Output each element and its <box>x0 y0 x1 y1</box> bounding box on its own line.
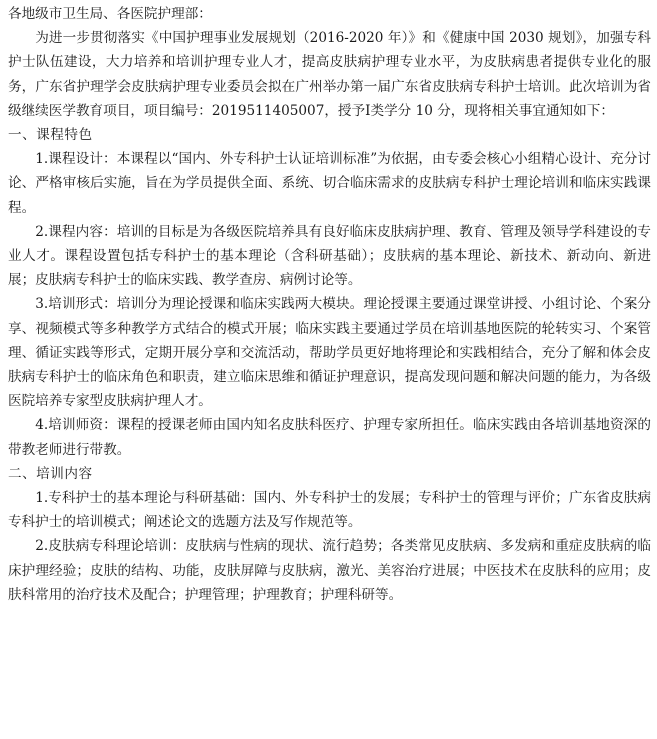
dermatology-theory-paragraph: 2.皮肤病专科理论培训：皮肤病与性病的现状、流行趋势；各类常见皮肤病、多发病和重症皮肤病的临床护理经验；皮肤的结构、功能，皮肤屏障与皮肤病，激光、美容治疗进展；中医技术在皮肤科的应用；皮肤科常用的治疗技术及配合；护理管理；护理教育；护理科研等。 <box>8 538 651 603</box>
basic-theory-paragraph: 1.专科护士的基本理论与科研基础：国内、外专科护士的发展；专科护士的管理与评价；广东省皮肤病专科护士的培训模式；阐述论文的选题方法及写作规范等。 <box>8 490 651 531</box>
intro-paragraph: 为进一步贯彻落实《中国护理事业发展规划（2016-2020 年）》和《健康中国 2030 规划》，加强专科护士队伍建设，大力培养和培训护理专业人才，提高皮肤病护理专业水平，为皮肤病患者提供专业化的服务，广东省护理学会皮肤病护理专业委员会拟在广州举办第一届广东省皮肤病专科护士培训。此次培训为省级继续医学教育项目，项目编号：2019511405007，授予Ⅰ类学分 10 分，现将相关事宜通知如下： <box>8 30 651 119</box>
course-design-paragraph: 1.课程设计：本课程以“国内、外专科护士认证培训标准”为依据，由专委会核心小组精心设计、充分讨论、严格审核后实施，旨在为学员提供全面、系统、切合临床需求的皮肤病专科护士理论培训和临床实践课程。 <box>8 151 651 216</box>
greeting: 各地级市卫生局、各医院护理部： <box>8 6 212 22</box>
section-heading-training-content: 二、培训内容 <box>8 465 93 482</box>
faculty-paragraph: 4.培训师资：课程的授课老师由国内知名皮肤科医疗、护理专家所担任。临床实践由各培训基地资深的带教老师进行带教。 <box>8 417 651 458</box>
course-content-paragraph: 2.课程内容：培训的目标是为各级医院培养具有良好临床皮肤病护理、教育、管理及领导学科建设的专业人才。课程设置包括专科护士的基本理论（含科研基础）；皮肤病的基本理论、新技术、新动向、新进展；皮肤病专科护士的临床实践、教学查房、病例讨论等。 <box>8 223 651 289</box>
training-format-paragraph: 3.培训形式：培训分为理论授课和临床实践两大模块。理论授课主要通过课堂讲授、小组讨论、个案分享、视频模式等多种教学方式结合的模式开展；临床实践主要通过学员在培训基地医院的轮转实习、个案管理、循证实践等形式，定期开展分享和交流活动，帮助学员更好地将理论和实践相结合，充分了解和体会皮肤病专科护士的临床角色和职责，建立临床思维和循证护理意识，提高发现问题和解决问题的能力，为各级医院培养专家型皮肤病护理人才。 <box>8 296 651 410</box>
section-heading-course-features: 一、课程特色 <box>8 127 93 144</box>
